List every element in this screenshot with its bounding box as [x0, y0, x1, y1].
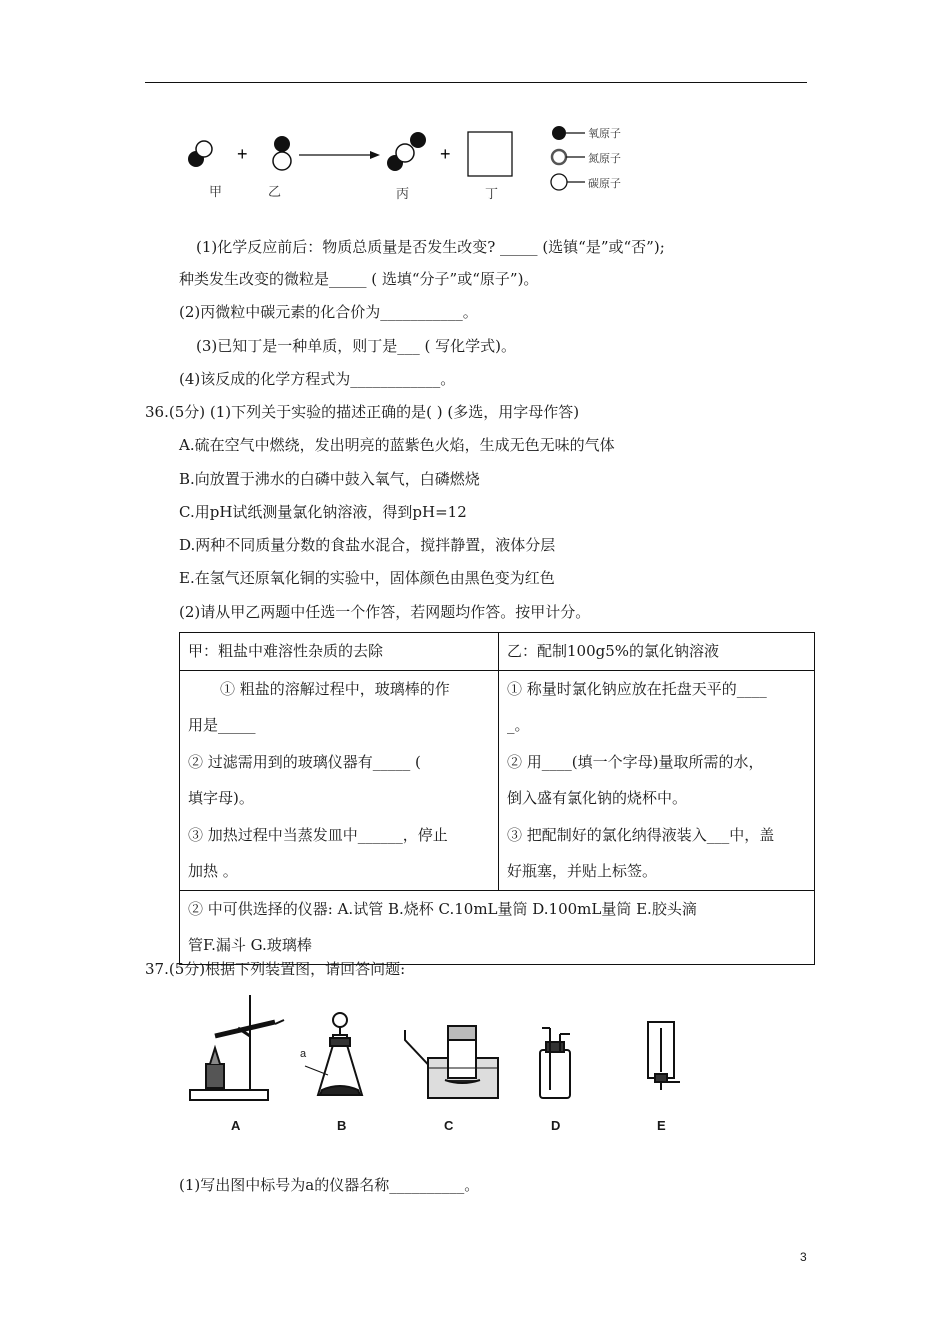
q36-choice-table — [179, 632, 815, 965]
molecule-yi-atom2 — [273, 152, 291, 170]
table-head-jia: 甲：粗盐中难溶性杂质的去除 — [180, 633, 499, 671]
apparatus-label-a: A — [231, 1118, 241, 1133]
svg-text:+: + — [440, 144, 451, 164]
jia-item2-line1: ② 过滤需用到的玻璃仪器有_____ ( — [188, 752, 421, 771]
yi-item3-line2: 好瓶塞，并贴上标签。 — [507, 862, 658, 880]
jia-item2-line2: 填字母)。 — [188, 789, 254, 807]
molecule-ding-box — [468, 132, 512, 176]
q35-part3: (3)已知丁是一种单质，则丁是___ ( 写化学式)。 — [196, 337, 516, 355]
q36-option-b: B.向放置于沸水的白磷中鼓入氧气，白磷燃烧 — [179, 470, 480, 488]
q35-part1-line2: 种类发生改变的微粒是_____ ( 选填“分子”或“原子”)。 — [179, 270, 539, 288]
yi-item3-line1: ③ 把配制好的氯化纳得液装入___中，盖 — [507, 825, 775, 844]
footer-line1: ② 中可供选择的仪器: A.试管 B.烧杯 C.10mL量筒 D.100mL量筒 E.胶头滴 — [188, 899, 697, 918]
table-cell-jia — [180, 670, 499, 890]
q36-part2: (2)请从甲乙两题中任选一个作答，若网题均作答。按甲计分。 — [179, 603, 591, 621]
q37-title: 37.(5分)根据下列装置图，请回答问题: — [145, 960, 406, 978]
q35-part1-line1: (1)化学反应前后：物质总质量是否发生改变? _____ (选镇“是”或“否”); — [196, 238, 665, 256]
apparatus-label-b: B — [337, 1118, 347, 1133]
apparatus-a — [190, 995, 284, 1100]
molecule-jia-atom2 — [196, 141, 212, 157]
molecule-bing-atom3 — [410, 132, 426, 148]
yi-item2-line1: ② 用____(填一个字母)量取所需的水， — [507, 752, 764, 771]
apparatus-label-c: C — [444, 1118, 454, 1133]
q37-part1: (1)写出图中标号为a的仪器名称__________。 — [179, 1176, 480, 1194]
apparatus-label-e: E — [657, 1118, 666, 1133]
reaction-diagram — [175, 120, 645, 205]
label-bing: 丙 — [396, 187, 410, 202]
apparatus-b — [305, 1013, 362, 1095]
q36-option-c: C.用pH试纸测量氯化钠溶液，得到pH=12 — [179, 503, 467, 521]
page-number: 3 — [800, 1250, 807, 1264]
molecule-yi-atom1 — [274, 136, 290, 152]
svg-text:+: + — [237, 144, 248, 164]
legend-carbon: 碳原子 — [588, 177, 621, 190]
table-cell-yi — [499, 670, 815, 890]
jia-item3-line1: ③ 加热过程中当蒸发皿中______，停止 — [188, 825, 448, 844]
apparatus-diagram — [180, 990, 700, 1115]
yi-item2-line2: 倒入盛有氯化钠的烧杯中。 — [507, 789, 688, 807]
q35-part4: (4)该反成的化学方程式为____________。 — [179, 370, 456, 388]
table-head-yi: 乙：配制100g5%的氯化钠溶液 — [499, 633, 815, 671]
footer-line2: 管F.漏斗 G.玻璃棒 — [188, 936, 312, 954]
q36-option-e: E.在氢气还原氧化铜的实验中，固体颜色由黑色变为红色 — [179, 569, 555, 587]
table-footer — [180, 890, 815, 964]
q35-part2: (2)丙微粒中碳元素的化合价为___________。 — [179, 303, 478, 321]
jia-item3-line2: 加热 。 — [188, 862, 238, 880]
label-yi: 乙 — [268, 185, 282, 200]
apparatus-label-d: D — [551, 1118, 561, 1133]
q36-option-d: D.两种不同质量分数的食盐水混合，搅拌静置，液体分层 — [179, 536, 556, 554]
legend-nitrogen: 氮原子 — [588, 152, 621, 165]
legend-oxygen: 氧原子 — [588, 127, 621, 140]
label-jia: 甲 — [209, 185, 223, 200]
yi-item1-line2: _。 — [507, 716, 530, 734]
jia-item1-line1: ① 粗盐的溶解过程中，玻璃棒的作 — [220, 679, 450, 698]
apparatus-d — [540, 1028, 570, 1098]
header-rule — [145, 82, 807, 83]
label-a-marker: a — [300, 1048, 307, 1060]
q36-option-a: A.硫在空气中燃绕，发出明亮的蓝紫色火焰，生成无色无味的气体 — [179, 436, 615, 454]
label-ding: 丁 — [485, 187, 499, 202]
molecule-bing-atom2 — [396, 144, 414, 162]
q36-title: 36.(5分) (1)下列关于实验的描述正确的是( ) (多选，用字母作答) — [145, 403, 580, 421]
apparatus-e — [648, 1022, 680, 1090]
yi-item1-line1: ① 称量时氯化钠应放在托盘天平的____ — [507, 679, 767, 698]
apparatus-c — [405, 1026, 498, 1098]
jia-item1-line2: 用是_____ — [188, 716, 256, 734]
